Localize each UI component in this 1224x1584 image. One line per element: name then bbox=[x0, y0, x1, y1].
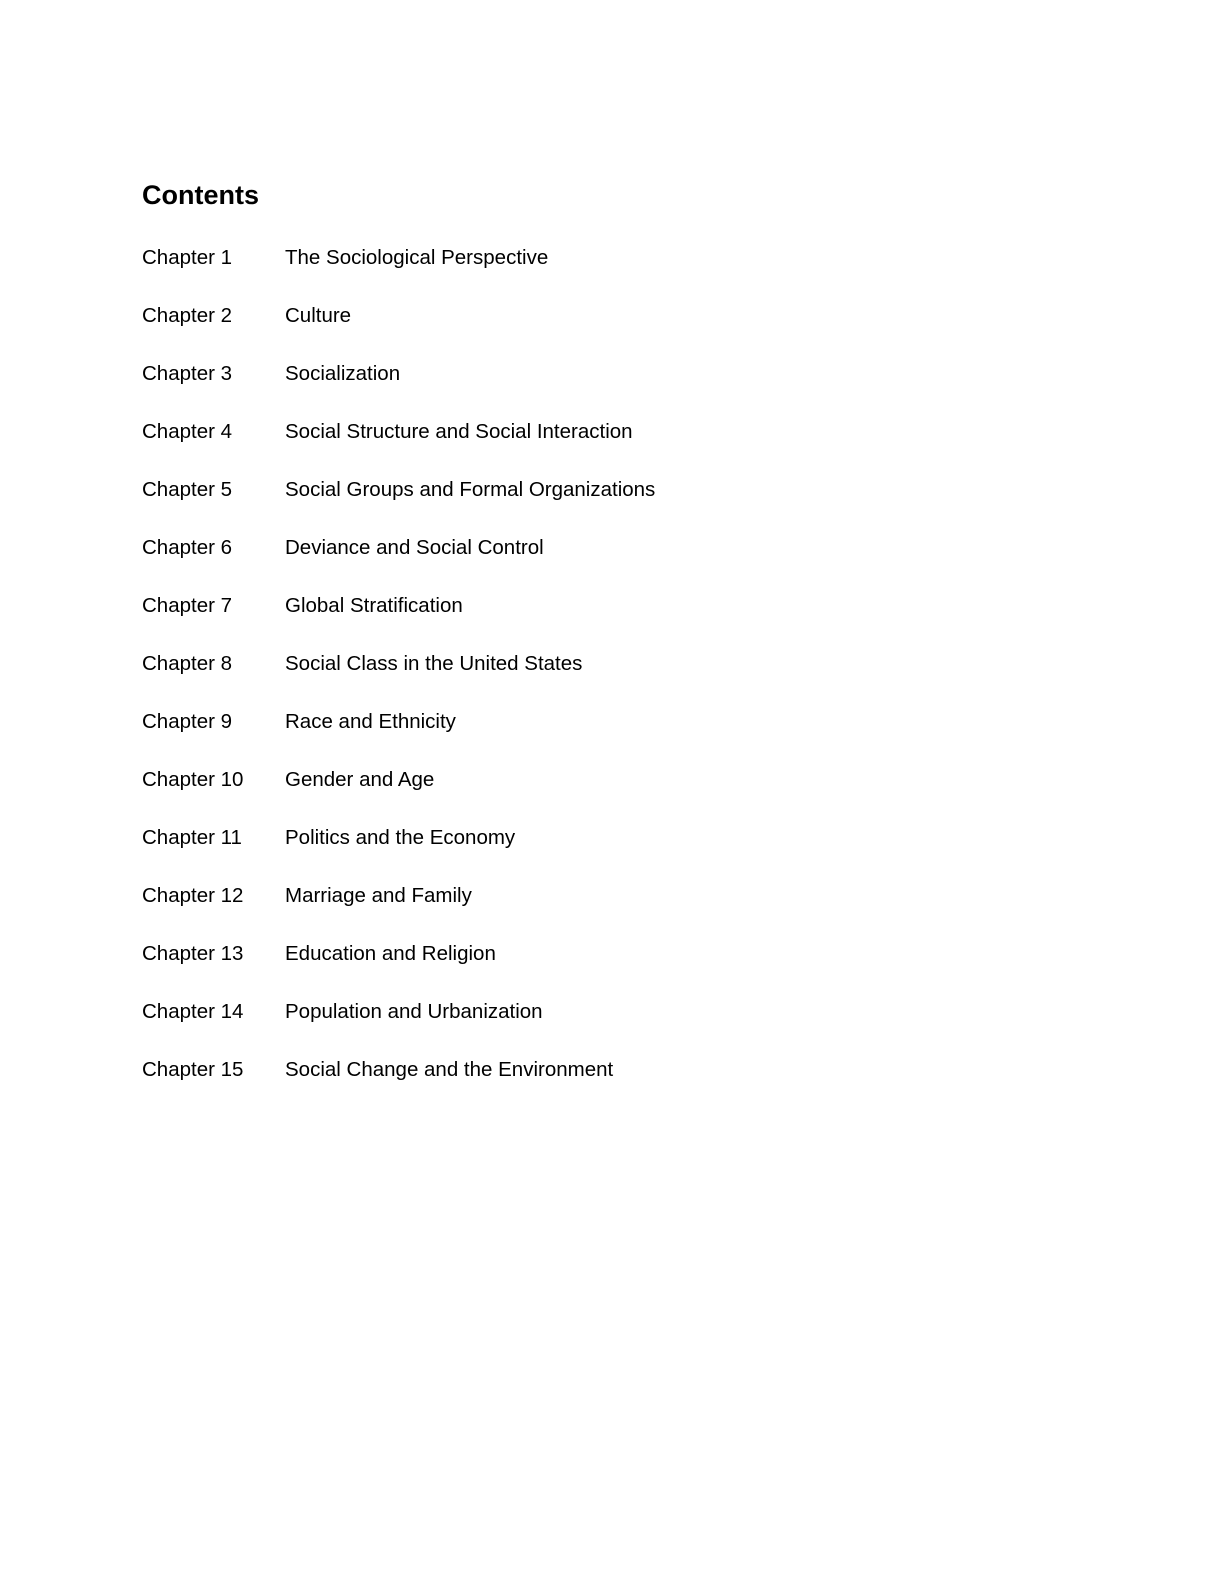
toc-entry bbox=[142, 880, 655, 938]
chapter-number: Chapter 15 bbox=[142, 1058, 244, 1081]
chapter-title: Culture bbox=[285, 304, 352, 327]
chapter-number: Chapter 13 bbox=[142, 942, 244, 965]
chapter-title: Social Structure and Social Interaction bbox=[285, 420, 633, 443]
toc-entry bbox=[142, 474, 655, 532]
chapter-title: Marriage and Family bbox=[285, 884, 472, 907]
chapter-number: Chapter 3 bbox=[142, 362, 233, 385]
chapter-number: Chapter 12 bbox=[142, 884, 244, 907]
toc-entry bbox=[142, 590, 655, 648]
toc-entry bbox=[142, 706, 655, 764]
page-title: Contents bbox=[142, 180, 259, 210]
chapter-number: Chapter 1 bbox=[142, 246, 233, 269]
chapter-title: Education and Religion bbox=[285, 942, 496, 965]
chapter-number: Chapter 10 bbox=[142, 768, 244, 791]
chapter-title: Deviance and Social Control bbox=[285, 536, 544, 559]
chapter-number: Chapter 8 bbox=[142, 652, 233, 675]
toc-entry bbox=[142, 996, 655, 1054]
chapter-title: The Sociological Perspective bbox=[285, 246, 549, 269]
toc-entry bbox=[142, 938, 655, 996]
chapter-number: Chapter 9 bbox=[142, 710, 233, 733]
toc-entry bbox=[142, 822, 655, 880]
toc-entry bbox=[142, 532, 655, 590]
toc-entry bbox=[142, 300, 655, 358]
chapter-title: Social Class in the United States bbox=[285, 652, 583, 675]
chapter-title: Social Change and the Environment bbox=[285, 1058, 614, 1081]
toc-entry bbox=[142, 1054, 655, 1112]
chapter-title: Population and Urbanization bbox=[285, 1000, 543, 1023]
chapter-number: Chapter 2 bbox=[142, 304, 233, 327]
chapter-number: Chapter 4 bbox=[142, 420, 233, 443]
chapter-number: Chapter 6 bbox=[142, 536, 233, 559]
toc-entry bbox=[142, 764, 655, 822]
chapter-title: Global Stratification bbox=[285, 594, 463, 617]
chapter-number: Chapter 7 bbox=[142, 594, 233, 617]
toc-entry bbox=[142, 358, 655, 416]
chapter-title: Gender and Age bbox=[285, 768, 435, 791]
toc-entry bbox=[142, 242, 655, 300]
chapter-title: Social Groups and Formal Organizations bbox=[285, 478, 656, 501]
chapter-title: Politics and the Economy bbox=[285, 826, 516, 849]
chapter-title: Socialization bbox=[285, 362, 401, 385]
toc-entry bbox=[142, 416, 655, 474]
chapter-number: Chapter 11 bbox=[142, 826, 242, 849]
chapter-number: Chapter 5 bbox=[142, 478, 233, 501]
chapter-title: Race and Ethnicity bbox=[285, 710, 456, 733]
toc-entry bbox=[142, 648, 655, 706]
chapter-number: Chapter 14 bbox=[142, 1000, 244, 1023]
table-of-contents bbox=[142, 242, 655, 1112]
